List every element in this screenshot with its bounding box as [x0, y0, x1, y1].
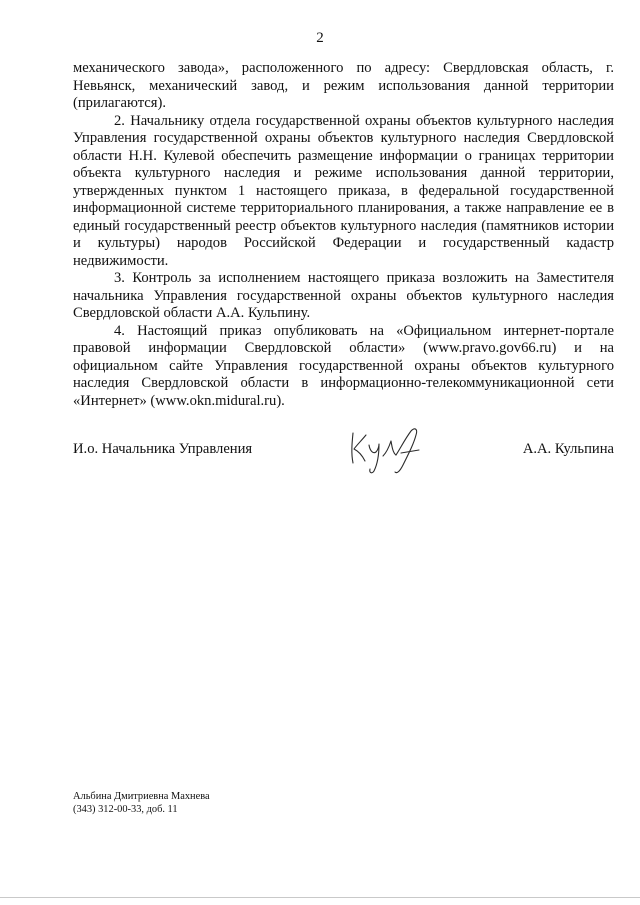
executor-name: Альбина Дмитриевна Махнева — [73, 791, 210, 802]
executor-info — [73, 790, 210, 816]
page-number: 2 — [316, 30, 324, 46]
page-bottom-edge — [0, 897, 640, 898]
paragraph-item-3: 3. Контроль за исполнением настоящего приказа возложить на Заместителя начальника Управления государственной охраны объектов культурного наследия Свердловской области А.А. Кульпину. — [73, 270, 614, 321]
paragraph-continuation: механического завода», расположенного по адресу: Свердловская область, г. Невьянск, механический завод, и режим использования данной территории (прилагаются). — [73, 60, 614, 111]
signatory-position: И.о. Начальника Управления — [73, 441, 253, 457]
executor-phone: (343) 312-00-33, доб. 11 — [73, 804, 178, 815]
signature-block — [73, 441, 614, 463]
paragraph-item-4: 4. Настоящий приказ опубликовать на «Официальном интернет-портале правовой информации Свердловской области» (www.pravo.gov66.ru) и на официальном сайте Управления государственной охраны объектов культурного наследия Свердловской области в информационно-телекоммуникационной сети «Интернет» (www.okn.midural.ru). — [73, 322, 614, 409]
signatory-name: А.А. Кульпина — [522, 441, 614, 457]
order-body — [73, 60, 614, 410]
paragraph-item-2: 2. Начальнику отдела государственной охраны объектов культурного наследия Управления государственной охраны объектов культурного наследия Свердловской области Н.Н. Кулевой обеспечить размещение информации о границах территории объекта культурного наследия и режиме использования данной территории, утвержденных пунктом 1 настоящего приказа, в федеральной государственной информационной системе территориального планирования, а также направление ее в единый государственный реестр объектов культурного наследия (памятников истории и культуры) народов Российской Федерации и государственный кадастр недвижимости. — [73, 112, 614, 269]
handwritten-signature — [345, 423, 437, 479]
